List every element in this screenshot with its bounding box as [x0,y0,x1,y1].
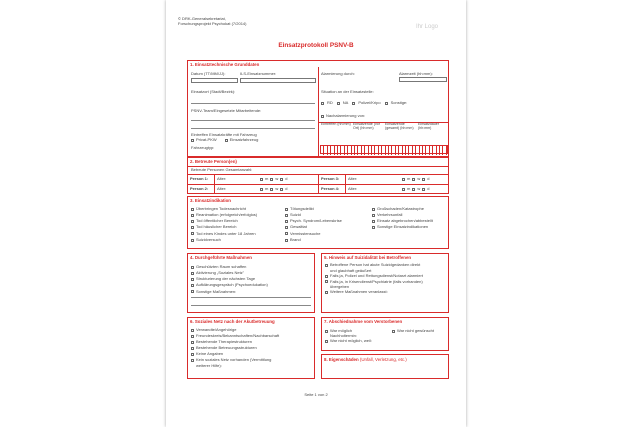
section-5-heading: 5. Hinweis auf Suizidalität bei Betroffenen [324,255,412,260]
gesamtanzahl-label: Betreute Personen Gesamtanzahl: [191,167,253,172]
person-4-w-checkbox[interactable] [412,188,415,191]
netz-label: Bestehende Therapiestrukturen [196,338,252,344]
soziales-netz-list [191,327,279,369]
massnahme-item [191,289,268,295]
person-1-m-checkbox[interactable] [260,178,263,181]
person-4-m-checkbox[interactable] [402,188,405,191]
massnahme-checkbox[interactable] [191,290,194,293]
indikation-label: Vermisstensuche [290,230,321,236]
indikation-label: Überbringen Todesnachricht [196,205,246,211]
indikation-checkbox[interactable] [191,226,194,229]
person-2-m-checkbox[interactable] [260,188,263,191]
polizei-checkbox[interactable] [352,102,355,105]
suizid-label: und glaubhaft geäußert [330,267,372,273]
netz-label: Bestehende Betreuungsstrukturen [196,344,257,350]
massnahme-checkbox[interactable] [191,278,194,281]
massnahme-label: Geschützten Raum schaffen [196,263,247,269]
alarmierung-label: Alarmierung durch: [321,71,355,76]
netz-label: Keine Angaben [196,350,224,356]
datum-label: Datum (TT/MM/JJ): [191,71,226,76]
indikation-col-1 [191,206,257,243]
section-8-heading [324,357,407,362]
netz-checkbox[interactable] [191,347,194,350]
suizid-checkbox[interactable] [325,264,328,267]
polizei-label: Polizei/Kripo [358,100,381,105]
form-title: Einsatzprotokoll PSNV-B [278,42,354,49]
alarmzeit-label: Alarmzeit (hh:mm): [399,71,433,76]
indikation-label: Psych. Syndrom/Lebenskrise [290,218,342,224]
war-moeglich-label: War möglich [330,328,353,333]
suizid-label: Falls ja, Polizei und Rettungsdienst/Notarzt alarmiert [330,273,423,279]
indikation-label: Brand [290,236,301,242]
suizid-checkbox[interactable] [325,280,328,283]
person-1-w-checkbox[interactable] [270,178,273,181]
war-nicht-gewuenscht-row [392,329,434,334]
person-1-d-checkbox[interactable] [280,178,283,181]
rd-checkbox[interactable] [321,102,324,105]
copyright-line-1: © DRK-Generalsekretariat, [178,16,226,21]
gender-m-label: m [407,186,411,191]
netz-checkbox[interactable] [191,341,194,344]
indikation-checkbox[interactable] [285,220,288,223]
netz-checkbox[interactable] [191,353,194,356]
rd-label: RD [327,100,333,105]
person-2-label: Person 2: [190,186,209,191]
indikation-label: Suizidversuch [196,236,221,242]
indikation-label: Sonstige Einsatzindikationen [377,224,429,230]
netz-label: weiterer Hilfe): [196,362,222,368]
gender-d-label: d [285,186,288,191]
indikation-checkbox[interactable] [372,220,375,223]
massnahmen-list [191,264,268,295]
massnahme-label: Aktivierung „Soziales Netz" [196,269,245,275]
gender-m-label: m [265,176,269,181]
nachalarmierung-checkbox[interactable] [321,115,324,118]
section-6-heading: 6. Soziales Netz nach der Akutbetreuung [190,319,275,324]
war-nicht-gewuenscht-label: War nicht gewünscht [397,328,434,333]
nachalarmierung-label: Nachalarmierung von: [326,113,366,118]
indikation-checkbox[interactable] [285,226,288,229]
war-nicht-gewuenscht-checkbox[interactable] [392,330,395,333]
section-3-box [187,196,449,249]
suizid-label: Weitere Maßnahmen veranlasst: [330,289,388,295]
page-number: Seite 1 von 2 [304,392,328,397]
war-nicht-moeglich-checkbox[interactable] [325,340,328,343]
section-1-box [187,60,449,157]
indikation-item [285,237,342,243]
person-3-m-checkbox[interactable] [402,178,405,181]
person-2-d-checkbox[interactable] [280,188,283,191]
massnahme-item [191,283,268,289]
datum-field[interactable] [191,78,238,83]
situation-label: Situation an der Einsatzstelle: [321,89,374,94]
indikation-label: Tod eines Kindes unter 18 Jahren [196,230,256,236]
indikation-item [191,231,257,237]
section-4-box [187,253,315,313]
section-7-heading: 7. Abschiednahme vom Verstorbenen [324,319,403,324]
indikation-checkbox[interactable] [372,208,375,211]
gender-w-label: w [275,176,279,181]
person-1-label: Person 1: [190,176,209,181]
indikation-checkbox[interactable] [372,226,375,229]
fahrzeugtyp-label: Fahrzeugtyp: [191,145,215,150]
gender-d-label: d [285,176,288,181]
indikation-checkbox[interactable] [191,239,194,242]
einsatzfahrzeug-label: Einsatzfahrzeug [229,137,259,142]
massnahme-label: Aufklärungsgespräch (Psychoedukation) [196,282,268,288]
suizid-item [325,290,423,295]
suizid-checkbox[interactable] [325,291,328,294]
person-2-w-checkbox[interactable] [270,188,273,191]
person-3-w-checkbox[interactable] [412,178,415,181]
col-einsatzende-gesamt: Einsatzende (gesamt) (hh:mm) [385,122,414,130]
gender-w-label: w [417,176,421,181]
privat-pkw-checkbox[interactable] [191,139,194,142]
person-1-alter: Alter: [217,176,227,181]
person-3-d-checkbox[interactable] [422,178,425,181]
ils-label: ILS-Einsatznummer: [240,71,277,76]
netz-label: Verwandte/Angehörige [196,326,237,332]
col-einsatzende-ort: Einsatzende (vor Ort) (hh:mm) [353,122,380,130]
privat-pkw-label: Privat-PKW [196,137,217,142]
person-2-alter: Alter: [217,186,227,191]
massnahme-label: Sonstige Maßnahmen: [196,288,237,294]
ils-field[interactable] [240,78,316,83]
gender-m-label: m [265,186,269,191]
time-entry-grid[interactable] [320,145,448,154]
col-einsatzdauer: Einsatzdauer (hh:mm) [418,122,439,130]
indikation-checkbox[interactable] [285,232,288,235]
section-7-box [321,317,449,351]
person-1-gender [260,177,287,182]
indikation-label: Tod öffentlicher Bereich [196,218,238,224]
person-4-alter: Alter: [348,186,358,191]
fahrzeug-intro: Eintreffen Einsatzkräfte mit Fahrzeug [191,132,257,137]
netz-label: Kein soziales Netz vorhanden (Vermittlung [196,356,272,362]
nachholtermin-label: Nachholtermin: [330,333,357,338]
time-digit-cell[interactable] [443,146,446,155]
section-8-heading-main: 8. Eigenschäden [324,357,359,362]
section-2-heading: 2. Betreute Person(en) [190,159,237,164]
suizid-label: übergeben [330,283,350,289]
suizid-label: Falls ja, in Krisendienst/Psychiatrie (falls vorhanden) [330,278,423,284]
suizid-checkbox[interactable] [325,275,328,278]
indikation-label: Tod häuslicher Bereich [196,224,237,230]
form-page [166,0,466,427]
war-nicht-moeglich-row [325,339,372,344]
na-checkbox[interactable] [337,102,340,105]
einsatzfahrzeug-checkbox[interactable] [225,139,228,142]
section-1-heading: 1. Einsatztechnische Grunddaten [190,62,260,67]
section-3-heading: 3. Einsatzindikation [190,198,231,203]
fahrzeug-options [191,138,258,143]
section-8-heading-suffix: (Unfall, Verletzung, etc.) [359,357,407,362]
logo-placeholder: Ihr Logo [416,24,439,30]
war-moeglich-checkbox[interactable] [325,330,328,333]
indikation-checkbox[interactable] [285,239,288,242]
indikation-label: Suizid [290,211,301,217]
person-4-gender [402,187,429,192]
col-eintreffen: Eintreffen (hh:mm) [321,122,351,126]
war-nicht-moeglich-label: War nicht möglich, weil: [330,338,372,343]
massnahme-label: Strukturierung der nächsten Tage [196,276,256,282]
alarmzeit-field[interactable] [399,77,447,82]
sonstige-label: Sonstige: [390,100,408,105]
netz-item [191,363,279,369]
indikation-label: Verkehrsunfall [377,211,403,217]
person-4-label: Person 4: [321,186,340,191]
suizid-label: Betroffene Person hat akute Suizidgedanken direkt [330,262,421,268]
einsatzort-label: Einsatzort (Stadt/Bezirk): [191,89,236,94]
gender-d-label: d [427,176,430,181]
netz-label: Freundeskreis/Bekanntschaften/Nachbarschaft [196,332,280,338]
indikation-checkbox[interactable] [191,208,194,211]
gender-d-label: d [427,186,430,191]
indikation-label: Großschaden/Katastrophe [377,205,424,211]
indikation-label: Tötungsdelikt [290,205,314,211]
indikation-checkbox[interactable] [285,208,288,211]
indikation-label: Einsatz abgebrochen/abbestellt [377,218,433,224]
sonstige-checkbox[interactable] [385,102,388,105]
section-8-box [321,354,449,379]
person-3-alter: Alter: [348,176,358,181]
indikation-col-3 [372,206,433,231]
indikation-checkbox[interactable] [191,214,194,217]
person-3-gender [402,177,429,182]
suizidalitaet-list [325,263,423,295]
massnahme-checkbox[interactable] [191,266,194,269]
person-3-label: Person 3: [321,176,340,181]
team-label: PSNV-Team/Eingesetzte Mitarbeitende: [191,108,262,113]
person-2-gender [260,187,287,192]
indikation-checkbox[interactable] [372,214,375,217]
netz-checkbox[interactable] [191,335,194,338]
section-4-heading: 4. Durchgeführte Maßnahmen [190,255,252,260]
gender-w-label: w [417,186,421,191]
gender-w-label: w [275,186,279,191]
na-label: NA [342,100,349,105]
indikation-col-2 [285,206,342,243]
situation-options [321,101,407,106]
massnahme-checkbox[interactable] [191,272,194,275]
indikation-checkbox[interactable] [191,220,194,223]
copyright-line-2: Forschungsprojekt Psychokat (7/2014) [178,21,247,26]
section-6-box [187,317,315,379]
netz-checkbox[interactable] [191,329,194,332]
indikation-label: Gewalttat [290,224,307,230]
indikation-label: Reanimation (erfolgreich/erfolglos) [196,211,258,217]
indikation-item [191,237,257,243]
massnahme-checkbox[interactable] [191,284,194,287]
netz-checkbox[interactable] [191,359,194,362]
gender-m-label: m [407,176,411,181]
section-2-box [187,157,449,194]
indikation-checkbox[interactable] [285,214,288,217]
section-5-box [321,253,449,313]
indikation-checkbox[interactable] [191,232,194,235]
indikation-item [372,225,433,231]
person-4-d-checkbox[interactable] [422,188,425,191]
nachalarmierung-row [321,114,365,119]
